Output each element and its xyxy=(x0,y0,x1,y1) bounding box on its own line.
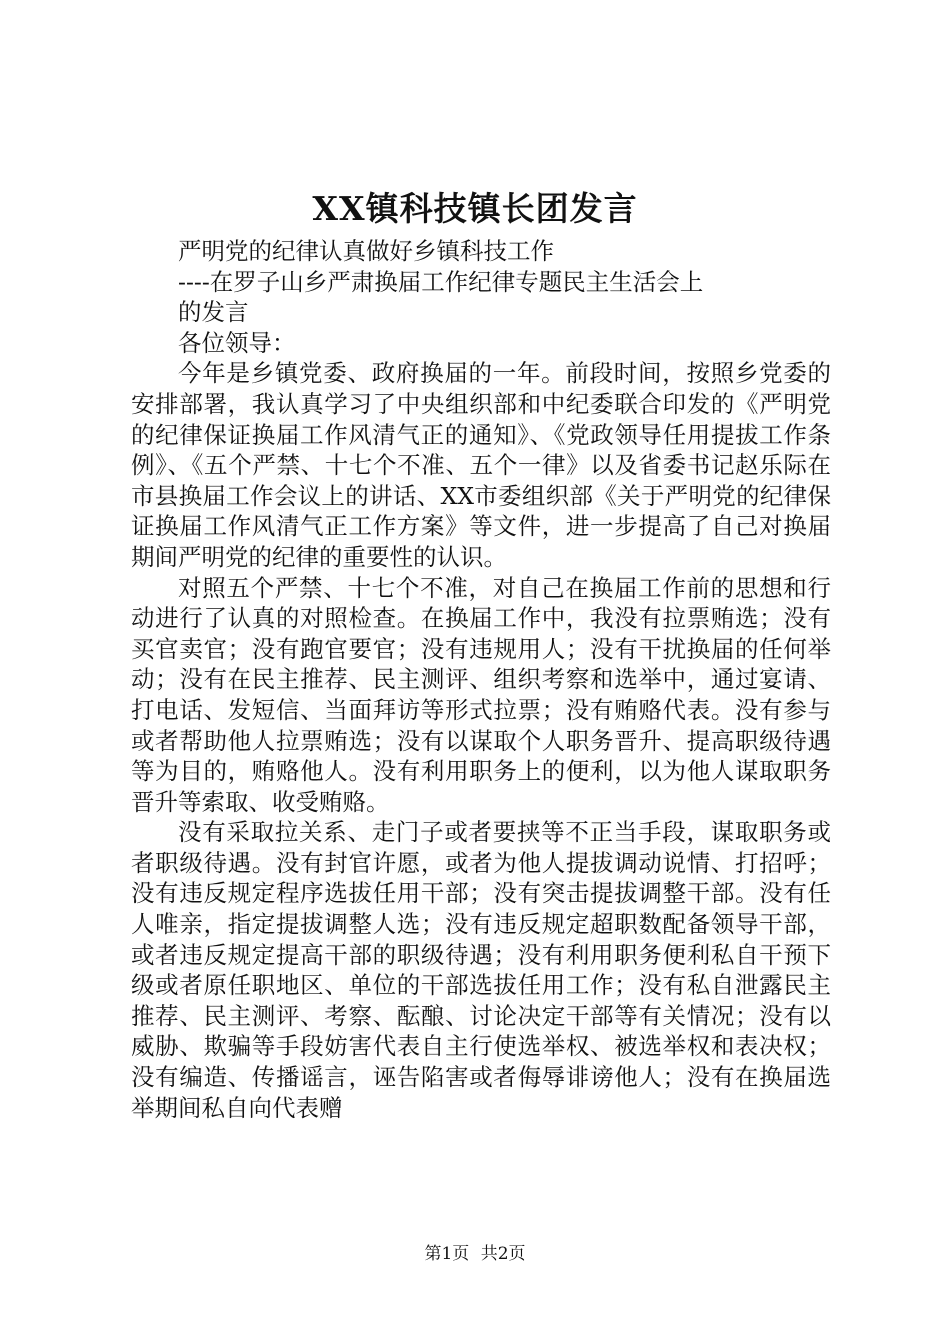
document-title: XX镇科技镇长团发言 xyxy=(312,189,638,228)
salutation: 各位领导： xyxy=(178,328,296,357)
page-footer xyxy=(0,1243,950,1265)
body-paragraph: 对照五个严禁、十七个不准，对自己在换届工作前的思想和行动进行了认真的对照检查。在换届工作中，我没有拉票贿选；没有买官卖官；没有跑官要官；没有违规用人；没有干扰换届的任何举动；没有在民主推荐、民主测评、组织考察和选举中，通过宴请、打电话、发短信、当面拜访等形式拉票；没有贿赂代表。没有参与或者帮助他人拉票贿选；没有以谋取个人职务晋升、提高职级待遇等为目的，贿赂他人。没有利用职务上的便利，以为他人谋取职务晋升等索取、收受贿赂。 xyxy=(131,573,831,816)
document-body xyxy=(131,236,831,1123)
subtitle-line-2: ----在罗子山乡严肃换届工作纪律专题民主生活会上 xyxy=(178,267,704,296)
page-total: 共2页 xyxy=(480,1244,526,1264)
body-paragraph: 今年是乡镇党委、政府换届的一年。前段时间，按照乡党委的安排部署，我认真学习了中央组织部和中纪委联合印发的《严明党的纪律保证换届工作风清气正的通知》、《党政领导任用提拔工作条例》、《五个严禁、十七个不准、五个一律》以及省委书记赵乐际在市县换届工作会议上的讲话、XX市委组织部《关于严明党的纪律保证换届工作风清气正工作方案》等文件，进一步提高了自己对换届期间严明党的纪律的重要性的认识。 xyxy=(131,359,831,571)
subtitle-line-3: 的发言 xyxy=(178,298,249,327)
subtitle-line-1: 严明党的纪律认真做好乡镇科技工作 xyxy=(178,237,554,265)
page-number: 第1页 xyxy=(424,1244,470,1264)
body-paragraph: 没有采取拉关系、走门子或者要挟等不正当手段，谋取职务或者职级待遇。没有封官许愿，或者为他人提拔调动说情、打招呼；没有违反规定程序选拔任用干部；没有突击提拔调整干部。没有任人唯亲，指定提拔调整人选；没有违反规定超职数配备领导干部，或者违反规定提高干部的职级待遇；没有利用职务便利私自干预下级或者原任职地区、单位的干部选拔任用工作；没有私自泄露民主推荐、民主测评、考察、酝酿、讨论决定干部等有关情况；没有以威胁、欺骗等手段妨害代表自主行使选举权、被选举权和表决权；没有编造、传播谣言，诬告陷害或者侮辱诽谤他人；没有在换届选举期间私自向代表赠 xyxy=(131,818,831,1122)
